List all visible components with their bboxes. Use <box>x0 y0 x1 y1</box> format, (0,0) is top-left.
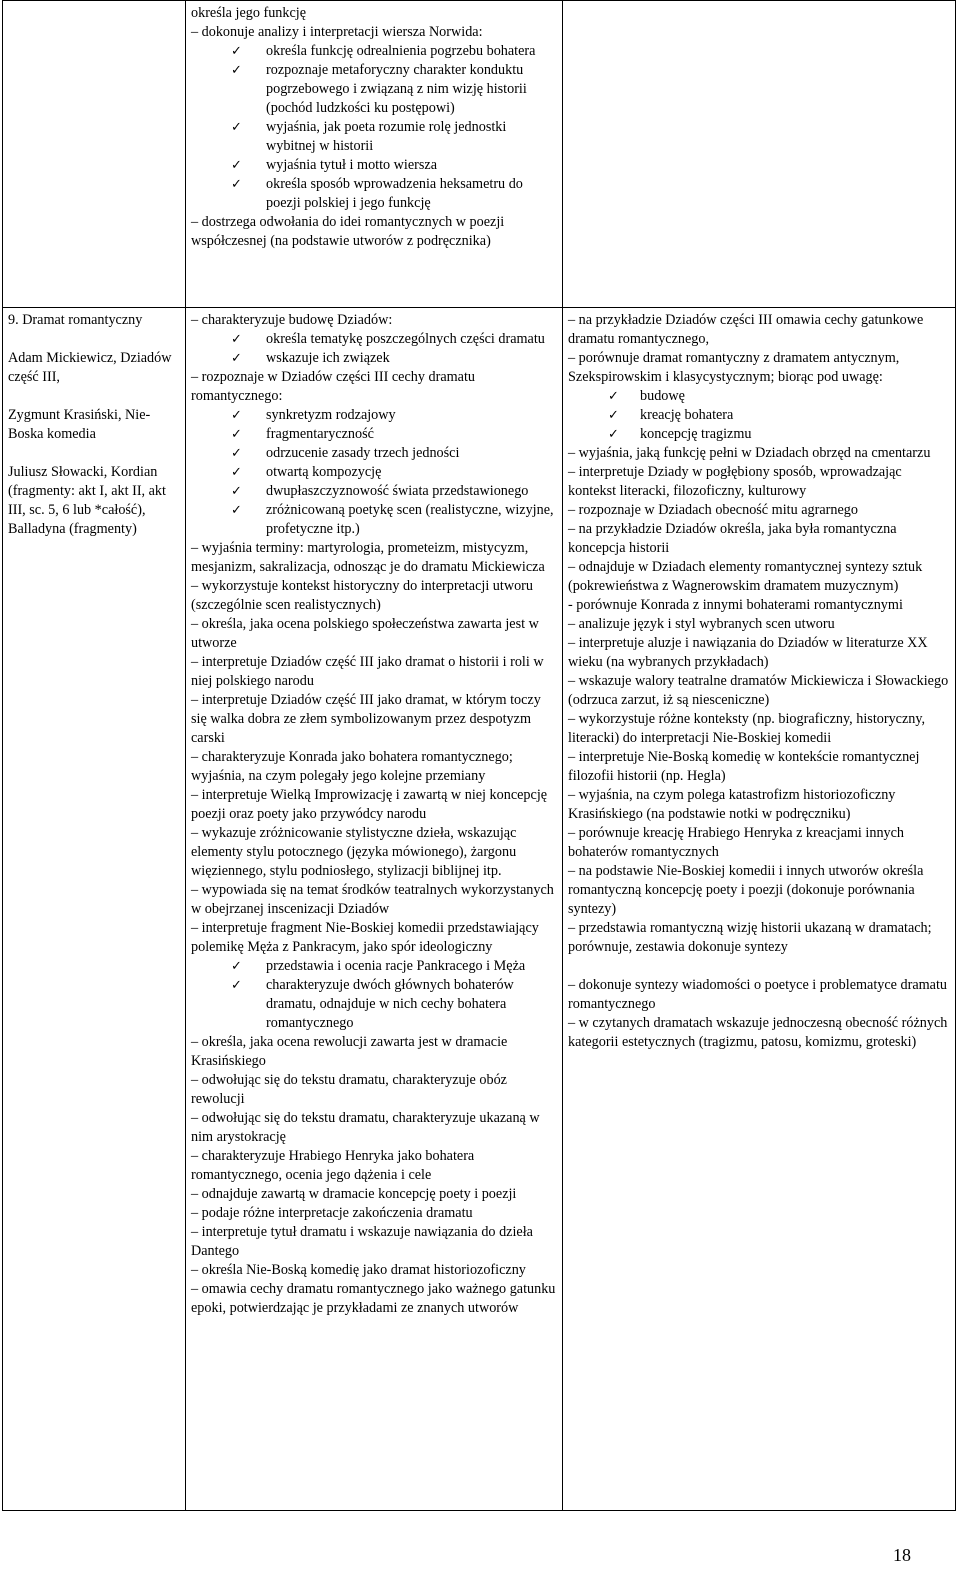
list-item <box>191 23 558 42</box>
list-item-text: kreację bohatera <box>640 407 734 423</box>
list-item-text: – odnajduje zawartą w dramacie koncepcję poety i poezji <box>191 1186 517 1202</box>
list-item-text: – wyjaśnia, na czym polega katastrofizm historiozoficzny Krasińskiego (na podstawie notki w podręczniku) <box>568 787 896 822</box>
list-item-text: – określa Nie-Boską komedię jako dramat historiozoficzny <box>191 1262 526 1278</box>
list-item <box>568 311 951 349</box>
list-item-text: synkretyzm rodzajowy <box>266 407 396 423</box>
list-item <box>191 1223 558 1261</box>
checkmark-icon: ✓ <box>231 484 242 499</box>
list-item <box>191 881 558 919</box>
checkmark-icon: ✓ <box>608 408 619 423</box>
list-item-text: – dokonuje analizy i interpretacji wiersza Norwida: <box>191 24 483 40</box>
list-item <box>568 444 951 463</box>
list-item <box>191 577 558 615</box>
checkmark-icon: ✓ <box>231 44 242 59</box>
list-item-text: określa sposób wprowadzenia heksametru do poezji polskiej i jego funkcję <box>266 176 523 211</box>
work-entry <box>8 463 181 539</box>
checklist-item <box>568 406 951 425</box>
list-item-text: wskazuje ich związek <box>266 350 390 366</box>
list-item <box>191 919 558 957</box>
list-item-text: – interpretuje Wielką Improwizację i zawartą w niej koncepcję poezji oraz poety jako przywódcy narodu <box>191 787 548 822</box>
list-item-text: – podaje różne interpretacje zakończenia dramatu <box>191 1205 473 1221</box>
list-item-text: – określa, jaka ocena rewolucji zawarta jest w dramacie Krasińskiego <box>191 1034 508 1069</box>
list-item-text: – interpretuje tytuł dramatu i wskazuje nawiązania do dzieła Dantego <box>191 1224 533 1259</box>
list-item <box>191 1071 558 1109</box>
work-entry <box>8 406 181 444</box>
list-item-text: – wyjaśnia terminy: martyrologia, prometeizm, mistycyzm, mesjanizm, sakralizacja, odnosząc je do dramatu Mickiewicza <box>191 540 545 575</box>
list-item-text: – w czytanych dramatach wskazuje jednoczesną obecność różnych kategorii estetycznych (tragizmu, patosu, komizmu, groteski) <box>568 1015 948 1050</box>
list-item-text: – interpretuje fragment Nie-Boskiej komedii przedstawiający polemikę Męża z Pankracym, jako spór ideologiczny <box>191 920 539 955</box>
list-item <box>191 786 558 824</box>
list-item <box>191 1280 558 1318</box>
list-item <box>568 710 951 748</box>
checklist-item <box>191 957 558 976</box>
checkmark-icon: ✓ <box>231 503 242 518</box>
checklist-item <box>568 425 951 444</box>
checklist-item <box>191 349 558 368</box>
checkmark-icon: ✓ <box>231 427 242 442</box>
list-item-text: – wyjaśnia, jaką funkcję pełni w Dziadach obrzęd na cmentarzu <box>568 445 931 461</box>
work-entry <box>8 349 181 387</box>
section-title <box>8 311 181 330</box>
list-item <box>191 653 558 691</box>
row2-col3 <box>563 308 956 1511</box>
list-item-text: – wykorzystuje różne konteksty (np. biograficzny, historyczny, literacki) do interpretacji Nie-Boskiej komedii <box>568 711 926 746</box>
list-item-text: wyjaśnia tytuł i motto wiersza <box>266 157 438 173</box>
list-item <box>568 501 951 520</box>
checklist-item <box>191 156 558 175</box>
checkmark-icon: ✓ <box>231 959 242 974</box>
list-item <box>568 786 951 824</box>
list-item <box>568 672 951 710</box>
row1-col1 <box>3 1 186 308</box>
list-item-text: – określa, jaka ocena polskiego społeczeństwa zawarta jest w utworze <box>191 616 539 651</box>
list-item <box>568 349 951 387</box>
list-item <box>568 463 951 501</box>
list-item-text: – interpretuje Dziady w pogłębiony sposób, wprowadzając kontekst literacki, filozoficzny, kulturowy <box>568 464 902 499</box>
list-item-text: – charakteryzuje budowę Dziadów: <box>191 312 393 328</box>
checkmark-icon: ✓ <box>231 120 242 135</box>
checklist-item <box>191 406 558 425</box>
list-item-text: – dostrzega odwołania do idei romantycznych w poezji współczesnej (na podstawie utworów z podręcznika) <box>191 214 505 249</box>
list-item <box>191 1204 558 1223</box>
list-item-text: przedstawia i ocenia racje Pankracego i Męża <box>266 958 526 974</box>
list-item <box>191 1033 558 1071</box>
page-number: 18 <box>893 1545 911 1565</box>
list-item-text: – dokonuje syntezy wiadomości o poetyce i problematyce dramatu romantycznego <box>568 977 948 1012</box>
list-item <box>191 691 558 748</box>
checkmark-icon: ✓ <box>231 351 242 366</box>
checkmark-icon: ✓ <box>231 446 242 461</box>
list-item-text: – omawia cechy dramatu romantycznego jako ważnego gatunku epoki, potwierdzając je przykładami ze znanych utworów <box>191 1281 556 1316</box>
list-item <box>191 615 558 653</box>
list-item-text: – rozpoznaje w Dziadach obecność mitu agrarnego <box>568 502 858 518</box>
list-item <box>568 824 951 862</box>
list-item-text: zróżnicowaną poetykę scen (realistyczne, wizyjne, profetyczne itp.) <box>266 502 554 537</box>
work-entry-text: Zygmunt Krasiński, Nie-Boska komedia <box>8 407 151 442</box>
list-item-text: – odwołując się do tekstu dramatu, charakteryzuje ukazaną w nim arystokrację <box>191 1110 540 1145</box>
checklist-item <box>191 42 558 61</box>
list-item <box>568 919 951 957</box>
list-item-text: – interpretuje aluzje i nawiązania do Dziadów w literaturze XX wieku (na wybranych przykładach) <box>568 635 928 670</box>
checklist-item <box>191 482 558 501</box>
checklist-item <box>191 976 558 1033</box>
list-item-text: otwartą kompozycję <box>266 464 382 480</box>
checkmark-icon: ✓ <box>231 332 242 347</box>
list-item-text: – interpretuje Dziadów część III jako dramat, w którym toczy się walka dobra ze złem symbolizowanym przez despotyzm carski <box>191 692 541 746</box>
checkmark-icon: ✓ <box>231 465 242 480</box>
checkmark-icon: ✓ <box>608 389 619 404</box>
list-item-text: charakteryzuje dwóch głównych bohaterów dramatu, odnajduje w nich cechy bohatera romantycznego <box>266 977 514 1031</box>
row1-col2 <box>186 1 563 308</box>
list-item <box>191 824 558 881</box>
checklist-item <box>568 387 951 406</box>
list-item <box>191 311 558 330</box>
list-item <box>568 520 951 558</box>
curriculum-table <box>2 0 956 1511</box>
checklist-item <box>191 330 558 349</box>
section-title-text: 9. Dramat romantyczny <box>8 312 143 328</box>
list-item-text: odrzucenie zasady trzech jedności <box>266 445 460 461</box>
list-item-text: – charakteryzuje Hrabiego Henryka jako bohatera romantycznego, ocenia jego dążenia i cele <box>191 1148 475 1183</box>
list-item <box>568 558 951 596</box>
checklist-item <box>191 425 558 444</box>
list-item-text: wyjaśnia, jak poeta rozumie rolę jednostki wybitnej w historii <box>266 119 507 154</box>
list-item-text: fragmentaryczność <box>266 426 374 442</box>
list-item-text: – na przykładzie Dziadów określa, jaka była romantyczna koncepcja historii <box>568 521 897 556</box>
list-item-text: – wskazuje walory teatralne dramatów Mickiewicza i Słowackiego (odrzuca zarzut, iż są niesceniczne) <box>568 673 949 708</box>
list-item <box>568 596 951 615</box>
list-item-text: – interpretuje Nie-Boską komedię w kontekście romantycznej filozofii historii (np. Hegla) <box>568 749 920 784</box>
list-item-text: budowę <box>640 388 685 404</box>
list-item-text: – na przykładzie Dziadów części III omawia cechy gatunkowe dramatu romantycznego, <box>568 312 924 347</box>
list-item-text: określa tematykę poszczególnych części dramatu <box>266 331 545 347</box>
list-item-text: – odnajduje w Dziadach elementy romantycznej syntezy sztuk (pokrewieństwa z Wagnerowskim dramatem muzycznym) <box>568 559 923 594</box>
row1-col3 <box>563 1 956 308</box>
list-item-text: określa funkcję odrealnienia pogrzebu bohatera <box>266 43 536 59</box>
checkmark-icon: ✓ <box>231 177 242 192</box>
list-item-text: – wykazuje zróżnicowanie stylistyczne dzieła, wskazując elementy stylu potocznego (języka mówionego), żargonu więziennego, stylu podniosłego, stylizacji biblijnej itp. <box>191 825 517 879</box>
work-entry-text: Juliusz Słowacki, Kordian (fragmenty: akt I, akt II, akt III, sc. 5, 6 lub *całość), Balladyna (fragmenty) <box>8 464 166 537</box>
spacer <box>568 957 951 976</box>
list-item-text: – interpretuje Dziadów część III jako dramat o historii i roli w niej polskiego narodu <box>191 654 544 689</box>
list-item-text: – porównuje dramat romantyczny z dramatem antycznym, Szekspirowskim i klasycystycznym; biorąc pod uwagę: <box>568 350 900 385</box>
checklist-item <box>191 175 558 213</box>
checklist-item <box>191 61 558 118</box>
row2-col1 <box>3 308 186 1511</box>
work-entry-text: Adam Mickiewicz, Dziadów część III, <box>8 350 172 385</box>
list-item <box>191 1185 558 1204</box>
list-item <box>191 213 558 251</box>
row2-col2 <box>186 308 563 1511</box>
list-item <box>191 1147 558 1185</box>
list-item <box>191 1109 558 1147</box>
list-item <box>568 615 951 634</box>
list-item-text: określa jego funkcję <box>191 5 307 21</box>
list-item-text: – wykorzystuje kontekst historyczny do interpretacji utworu (szczególnie scen realistycznych) <box>191 578 533 613</box>
list-item <box>568 748 951 786</box>
checkmark-icon: ✓ <box>231 408 242 423</box>
list-item-text: rozpoznaje metaforyczny charakter konduktu pogrzebowego i związaną z nim wizję historii (pochód ludzkości ku postępowi) <box>266 62 527 116</box>
list-item <box>191 539 558 577</box>
list-item <box>568 1014 951 1052</box>
list-item-text: - porównuje Konrada z innymi bohaterami romantycznymi <box>568 597 903 613</box>
checkmark-icon: ✓ <box>608 427 619 442</box>
checklist-item <box>191 501 558 539</box>
list-item <box>568 634 951 672</box>
checkmark-icon: ✓ <box>231 158 242 173</box>
list-item-text: – charakteryzuje Konrada jako bohatera romantycznego; wyjaśnia, na czym polegały jego kolejne przemiany <box>191 749 513 784</box>
list-item-text: dwupłaszczyznowość świata przedstawionego <box>266 483 529 499</box>
table-row <box>3 1 956 308</box>
list-item-text: – wypowiada się na temat środków teatralnych wykorzystanych w obejrzanej inscenizacji Dziadów <box>191 882 554 917</box>
list-item-text: – odwołując się do tekstu dramatu, charakteryzuje obóz rewolucji <box>191 1072 507 1107</box>
list-item <box>191 748 558 786</box>
list-item-text: – rozpoznaje w Dziadów części III cechy dramatu romantycznego: <box>191 369 475 404</box>
list-item-text: – analizuje język i styl wybranych scen utworu <box>568 616 835 632</box>
checkmark-icon: ✓ <box>231 63 242 78</box>
list-item <box>568 976 951 1014</box>
list-item-text: – porównuje kreację Hrabiego Henryka z kreacjami innych bohaterów romantycznych <box>568 825 905 860</box>
list-item-text: – na podstawie Nie-Boskiej komedii i innych utworów określa romantyczną koncepcję poety i poezji (dokonuje porównania syntezy) <box>568 863 924 917</box>
checklist-item <box>191 444 558 463</box>
list-item-text: koncepcję tragizmu <box>640 426 752 442</box>
list-item-text: – przedstawia romantyczną wizję historii ukazaną w dramatach; porównuje, zestawia dokonuje syntezy <box>568 920 932 955</box>
checklist-item <box>191 463 558 482</box>
list-item <box>568 862 951 919</box>
list-item <box>191 4 558 23</box>
checkmark-icon: ✓ <box>231 978 242 993</box>
list-item <box>191 1261 558 1280</box>
table-row <box>3 308 956 1511</box>
checklist-item <box>191 118 558 156</box>
list-item <box>191 368 558 406</box>
